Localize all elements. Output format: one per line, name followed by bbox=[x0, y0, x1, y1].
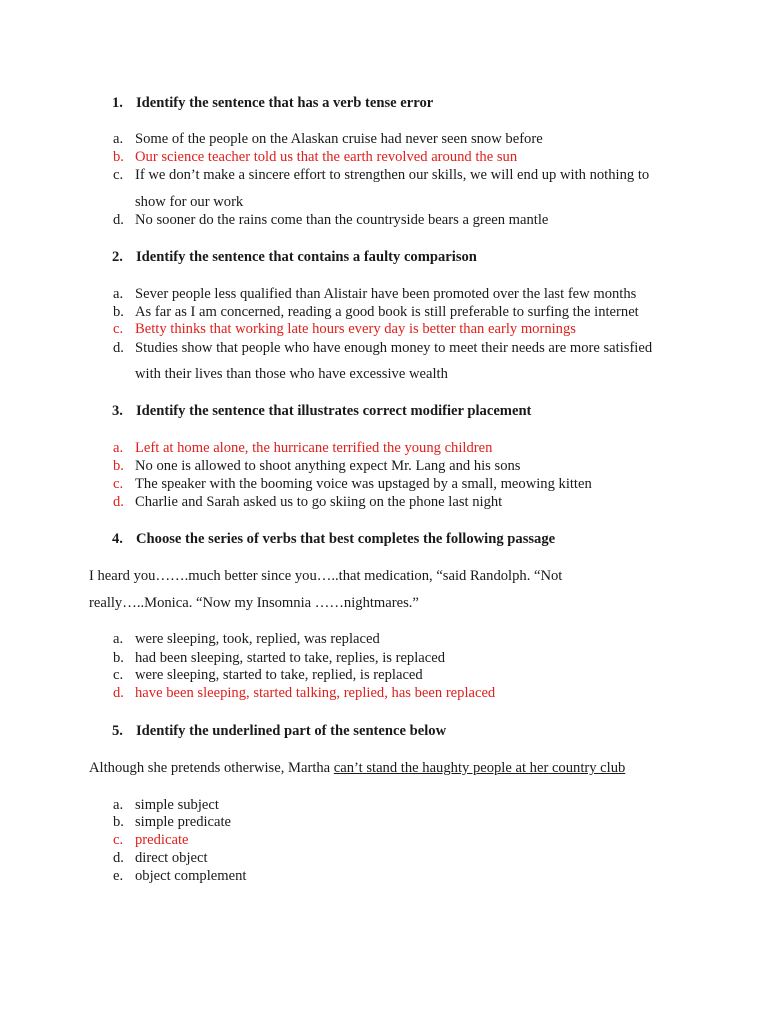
question-3-heading bbox=[112, 402, 531, 420]
option-text: Some of the people on the Alaskan cruise had never seen snow before bbox=[135, 131, 543, 147]
question-3-option-c bbox=[113, 475, 592, 493]
option-letter: c. bbox=[113, 476, 124, 492]
question-4-passage-line-1: I heard you…….much better since you…..that medication, “said Randolph. “Not bbox=[89, 568, 563, 584]
option-letter: a. bbox=[113, 286, 124, 302]
question-1-option-c bbox=[113, 166, 649, 184]
option-text: were sleeping, took, replied, was replaced bbox=[135, 631, 380, 647]
option-text: The speaker with the booming voice was upstaged by a small, meowing kitten bbox=[135, 476, 592, 492]
question-4-heading bbox=[112, 530, 555, 548]
option-text: have been sleeping, started talking, replied, has been replaced bbox=[135, 685, 496, 701]
option-text: Betty thinks that working late hours every day is better than early mornings bbox=[135, 321, 576, 337]
option-letter: b. bbox=[113, 304, 124, 320]
question-2-heading bbox=[112, 248, 477, 266]
question-5-option-b bbox=[113, 813, 231, 831]
option-text: Sever people less qualified than Alistair have been promoted over the last few months bbox=[135, 286, 637, 302]
question-5-option-d bbox=[113, 849, 208, 867]
option-text: simple predicate bbox=[135, 814, 232, 830]
question-3-option-a bbox=[113, 439, 492, 457]
question-1-heading bbox=[112, 94, 433, 112]
option-text: Studies show that people who have enough money to meet their needs are more satisfied bbox=[135, 340, 653, 356]
question-1-option-b bbox=[113, 148, 517, 166]
option-letter: c. bbox=[113, 667, 124, 683]
question-4-passage-line-2: really…..Monica. “Now my Insomnia ……nightmares.” bbox=[89, 595, 419, 611]
option-letter: a. bbox=[113, 440, 124, 456]
option-text: had been sleeping, started to take, replies, is replaced bbox=[135, 650, 445, 666]
question-2-option-d bbox=[113, 339, 652, 357]
question-5-option-c bbox=[113, 831, 188, 849]
option-letter: b. bbox=[113, 458, 124, 474]
option-letter: d. bbox=[113, 494, 124, 510]
question-4-number: 4. bbox=[112, 531, 123, 547]
question-5-option-a bbox=[113, 796, 219, 814]
option-text: As far as I am concerned, reading a good book is still preferable to surfing the internet bbox=[135, 304, 639, 320]
question-4-option-a bbox=[113, 630, 380, 648]
question-2-option-d-continuation: with their lives than those who have excessive wealth bbox=[135, 366, 448, 382]
question-4-prompt: Choose the series of verbs that best completes the following passage bbox=[136, 531, 556, 547]
question-2-option-a bbox=[113, 285, 636, 303]
sentence-plain-part: Although she pretends otherwise, Martha bbox=[89, 760, 334, 776]
option-text: object complement bbox=[135, 868, 247, 884]
option-letter: c. bbox=[113, 321, 124, 337]
question-2-option-c bbox=[113, 320, 576, 338]
option-text: Charlie and Sarah asked us to go skiing on the phone last night bbox=[135, 494, 503, 510]
question-1-prompt: Identify the sentence that has a verb tense error bbox=[136, 95, 434, 111]
question-5-number: 5. bbox=[112, 723, 123, 739]
option-text: Left at home alone, the hurricane terrified the young children bbox=[135, 440, 493, 456]
option-text: No one is allowed to shoot anything expect Mr. Lang and his sons bbox=[135, 458, 521, 474]
question-2-prompt: Identify the sentence that contains a faulty comparison bbox=[136, 249, 477, 265]
option-text: Our science teacher told us that the earth revolved around the sun bbox=[135, 149, 518, 165]
option-letter: b. bbox=[113, 650, 124, 666]
question-1-option-a bbox=[113, 130, 543, 148]
option-letter: b. bbox=[113, 814, 124, 830]
question-5-sentence bbox=[89, 759, 625, 777]
option-text: No sooner do the rains come than the countryside bears a green mantle bbox=[135, 212, 549, 228]
option-letter: d. bbox=[113, 850, 124, 866]
question-3-option-b bbox=[113, 457, 520, 475]
option-text: direct object bbox=[135, 850, 208, 866]
option-text: were sleeping, started to take, replied, is replaced bbox=[135, 667, 423, 683]
question-4-option-b bbox=[113, 649, 445, 667]
question-5-heading bbox=[112, 722, 446, 740]
option-letter: a. bbox=[113, 131, 124, 147]
option-letter: b. bbox=[113, 149, 124, 165]
question-1-option-c-continuation: show for our work bbox=[135, 194, 244, 210]
option-letter: d. bbox=[113, 685, 124, 701]
question-4-option-c bbox=[113, 666, 423, 684]
question-3-number: 3. bbox=[112, 403, 123, 419]
option-letter: d. bbox=[113, 212, 124, 228]
option-letter: a. bbox=[113, 797, 124, 813]
question-1-number: 1. bbox=[112, 95, 123, 111]
option-text: simple subject bbox=[135, 797, 219, 813]
option-letter: c. bbox=[113, 167, 124, 183]
sentence-underlined-part: can’t stand the haughty people at her country club bbox=[333, 760, 626, 776]
question-3-prompt: Identify the sentence that illustrates correct modifier placement bbox=[136, 403, 532, 419]
question-5-prompt: Identify the underlined part of the sentence below bbox=[136, 723, 447, 739]
option-letter: c. bbox=[113, 832, 124, 848]
option-letter: e. bbox=[113, 868, 124, 884]
question-2-option-b bbox=[113, 303, 639, 321]
question-3-option-d bbox=[113, 493, 502, 511]
question-5-option-e bbox=[113, 867, 246, 885]
question-1-option-d bbox=[113, 211, 548, 229]
question-2-number: 2. bbox=[112, 249, 123, 265]
option-text: predicate bbox=[135, 832, 189, 848]
option-letter: a. bbox=[113, 631, 124, 647]
option-text: If we don’t make a sincere effort to strengthen our skills, we will end up with nothing to bbox=[135, 167, 650, 183]
question-4-option-d bbox=[113, 684, 495, 702]
option-letter: d. bbox=[113, 340, 124, 356]
